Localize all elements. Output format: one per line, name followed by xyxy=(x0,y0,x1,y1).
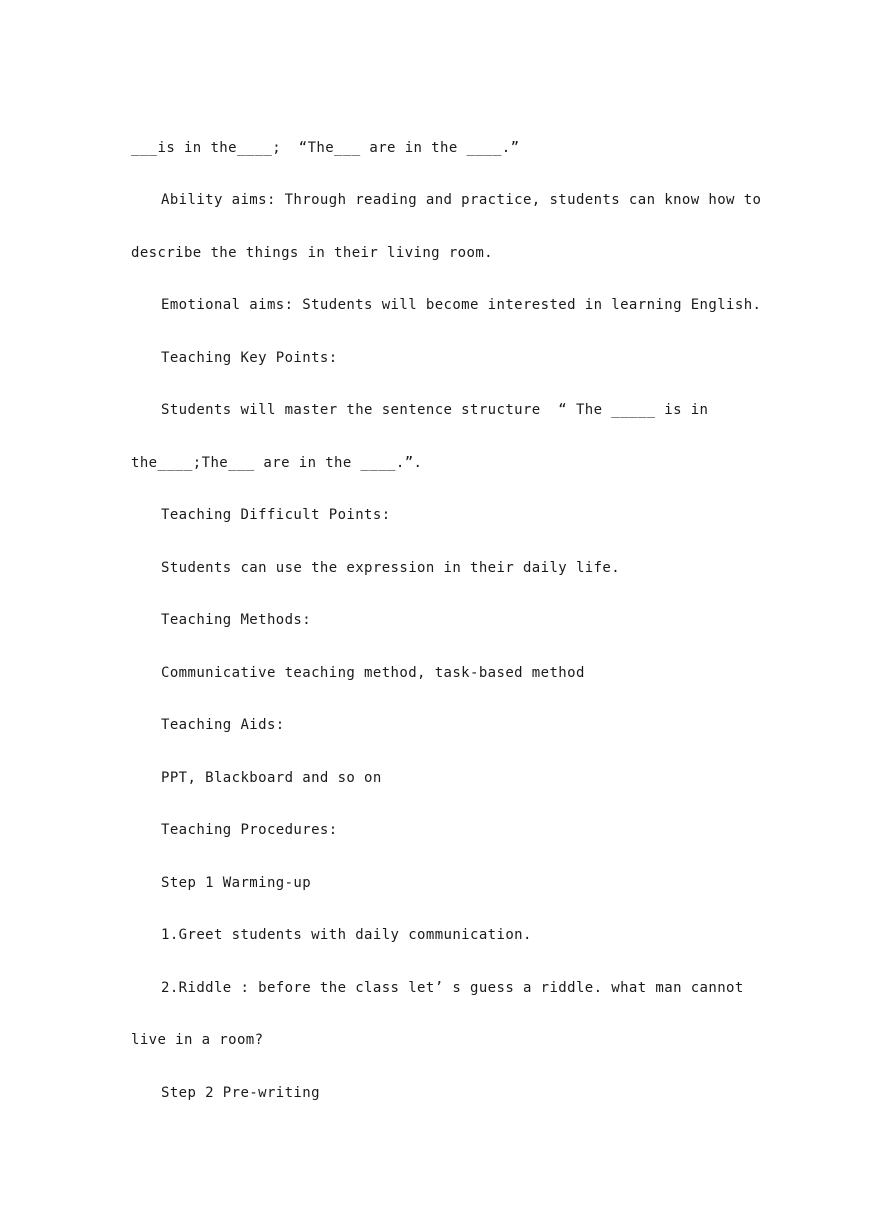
text-line-step-1-item-2: 2.Riddle : before the class let’ s guess a riddle. what man cannot xyxy=(161,980,744,996)
text-line-key-points-continued: the____;The___ are in the ____.”. xyxy=(131,455,423,471)
heading-teaching-procedures: Teaching Procedures: xyxy=(161,822,338,838)
text-line-teaching-methods: Communicative teaching method, task-based method xyxy=(161,665,585,681)
heading-teaching-key-points: Teaching Key Points: xyxy=(161,350,338,366)
heading-teaching-aids: Teaching Aids: xyxy=(161,717,285,733)
text-line-teaching-aids: PPT, Blackboard and so on xyxy=(161,770,382,786)
text-line-sentence-pattern-continued: ___is in the____; “The___ are in the ____.” xyxy=(131,140,520,156)
text-line-ability-aims: Ability aims: Through reading and practice, students can know how to xyxy=(161,192,762,208)
text-line-key-points: Students will master the sentence structure “ The _____ is in xyxy=(161,402,709,418)
text-line-step-1-item-1: 1.Greet students with daily communication. xyxy=(161,927,532,943)
text-line-difficult-points: Students can use the expression in their daily life. xyxy=(161,560,621,576)
text-line-emotional-aims: Emotional aims: Students will become interested in learning English. xyxy=(161,297,762,313)
heading-teaching-methods: Teaching Methods: xyxy=(161,612,312,628)
heading-step-2: Step 2 Pre-writing xyxy=(161,1085,320,1101)
text-line-step-1-item-2-continued: live in a room? xyxy=(131,1032,264,1048)
heading-step-1: Step 1 Warming-up xyxy=(161,875,312,891)
heading-teaching-difficult-points: Teaching Difficult Points: xyxy=(161,507,391,523)
text-line-ability-aims-continued: describe the things in their living room. xyxy=(131,245,493,261)
